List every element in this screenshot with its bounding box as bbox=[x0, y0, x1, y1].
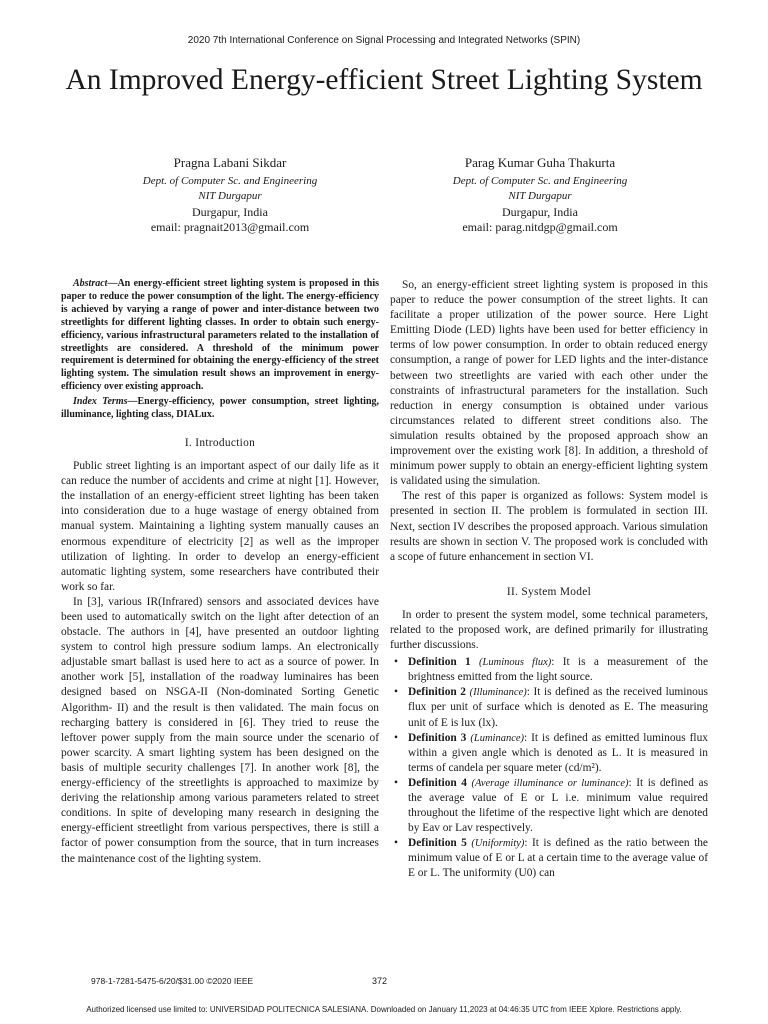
definition-text: : It is defined as the ratio between the minimum value of E or L at a certain time to the average value of E or L. The uniformity (U0) can bbox=[408, 837, 708, 880]
abstract-text: —An energy-efficient street lighting system is proposed in this paper to reduce the power consumption of the light. The energy-efficiency is achieved by varying a range of power and inter-distance between two streetlights for different lighting classes. In order to obtain such energy-efficiency, various infrastructural parameters related to the installation of streetlights are considered. A threshold of the minimum power requirement is determined for obtaining the energy-efficiency of the street lighting system. The simulation result shows an improvement in energy-efficiency over existing approach. bbox=[61, 278, 379, 393]
body-paragraph: So, an energy-efficient street lighting system is proposed in this paper to reduce the power consumption of the street lights. It can facilitate a proper utilization of the power source. Here Light Emitting Diode (LED) lights have been used for better efficiency in terms of low power consumption. In order to obtain reduced energy consumption, a range of power for LED lights and the inter-distance between two streetlights are varied with each other under the constraints of infrastructural parameters for the installation. Such reduction in energy consumption is obtained under various circumstances related to different street conditions also. The simulation results obtained by the proposed approach show an improvement over the existing work [8]. In addition, a threshold of minimum power supply to obtain an energy-efficient lighting system is validated using the simulation. bbox=[390, 279, 708, 488]
abstract bbox=[61, 278, 379, 394]
definition-item bbox=[402, 776, 708, 836]
section-heading-system-model: II. System Model bbox=[506, 585, 592, 598]
definition-term: Definition 1 bbox=[408, 656, 471, 669]
definition-list bbox=[390, 655, 708, 881]
paper-title: An Improved Energy-efficient Street Lighting System bbox=[65, 64, 703, 96]
definition-name: (Average illuminance or luminance) bbox=[471, 777, 629, 789]
body-paragraph: The rest of this paper is organized as follows: System model is presented in section II. The problem is formulated in section III. Next, section IV describes the proposed approach. Various simulation results are shown in section V. The proposed work is concluded with a scope of future enhancement in section VI. bbox=[390, 490, 708, 563]
author-block-1 bbox=[80, 155, 380, 236]
definition-text: : It is defined as the average value of E or L i.e. minimum value required throughout the lifetime of the respective light which are denoted by Eav or Lav respectively. bbox=[408, 776, 708, 835]
definition-name: (Illuminance) bbox=[469, 687, 527, 699]
conference-header: 2020 7th International Conference on Signal Processing and Integrated Networks (SPIN) bbox=[187, 35, 581, 46]
definition-name: (Luminance) bbox=[470, 732, 525, 744]
definition-text: : It is a measurement of the brightness emitted from the light source. bbox=[408, 656, 708, 684]
section-heading-introduction: I. Introduction bbox=[184, 436, 256, 449]
definition-name: (Uniformity) bbox=[471, 838, 525, 850]
system-model-paragraph: In order to present the system model, some technical parameters, related to the proposed work, are defined primarily for illustrating further discussions. bbox=[390, 608, 708, 652]
author-email: email: pragnait2013@gmail.com bbox=[150, 220, 310, 234]
definition-name: (Luminous flux) bbox=[479, 657, 552, 669]
definition-item bbox=[402, 836, 708, 881]
author-institution: NIT Durgapur bbox=[198, 190, 262, 202]
definition-term: Definition 4 bbox=[408, 776, 467, 789]
author-block-2 bbox=[390, 155, 690, 236]
author-email: email: parag.nitdgp@gmail.com bbox=[462, 220, 618, 234]
left-column bbox=[61, 278, 379, 867]
definition-term: Definition 2 bbox=[408, 686, 466, 699]
definition-term: Definition 5 bbox=[408, 837, 467, 850]
author-name: Pragna Labani Sikdar bbox=[173, 155, 287, 170]
definition-item bbox=[402, 685, 708, 730]
author-dept: Dept. of Computer Sc. and Engineering bbox=[452, 174, 628, 187]
license-notice: Authorized licensed use limited to: UNIVERSIDAD POLITECNICA SALESIANA. Downloaded on January 11,2023 at 04:46:35 UTC from IEEE Xplore. Restrictions apply. bbox=[86, 1005, 682, 1014]
author-dept: Dept. of Computer Sc. and Engineering bbox=[142, 174, 318, 187]
right-column bbox=[390, 278, 708, 882]
intro-paragraph: Public street lighting is an important aspect of our daily life as it can reduce the number of accidents and crime at night [1]. However, the installation of an energy-efficient street lighting has been taken into consideration due to a huge wastage of energy obtained from manual system. Maintaining a lighting system manually causes an enormous expenditure of electricity [2] as well as the improper utilization of lighting. In order to develop an energy-efficient automatic lighting system, some researchers have contributed their work so far. bbox=[61, 460, 379, 593]
abstract-lead: Abstract bbox=[73, 278, 108, 289]
page-number: 372 bbox=[372, 976, 388, 986]
author-institution: NIT Durgapur bbox=[508, 190, 572, 202]
definition-item bbox=[402, 655, 708, 685]
index-terms-text: —Energy-efficiency, power consumption, street lighting, illuminance, lighting class, DIALux. bbox=[61, 396, 380, 421]
definition-term: Definition 3 bbox=[408, 731, 467, 744]
author-name: Parag Kumar Guha Thakurta bbox=[464, 155, 616, 170]
author-location: Durgapur, India bbox=[192, 204, 268, 219]
index-terms bbox=[61, 396, 379, 422]
intro-paragraph: In [3], various IR(Infrared) sensors and associated devices have been used to automatically switch on the light after detection of an obstacle. The authors in [4], have presented an outdoor lighting system to control high pressure sodium lamps. An electronically adjustable smart ballast is used here to act as a source of power. In another work [5], installation of the roadway luminaires has been designed based on NSGA-II (Non-dominated Sorting Genetic Algorithm- II) and the result is then validated. The main focus on recharging battery is considered in [6]. They tried to reuse the leftover power supply from the main source under the scenario of power scarcity. A smart lighting system has been designed on the basis of multiple security challenges [7]. In another work [8], the energy-efficiency of the streetlights is approached to maximize by deriving the relationship among various parameters related to street conditions. In spite of developing many research in designing the energy-efficient streetlight from various perspectives, there is still a factor of power consumption from the source, that in turn increases the maintenance cost of the lighting system. bbox=[61, 595, 379, 865]
index-terms-lead: Index Terms bbox=[73, 396, 128, 408]
definition-text: : It is defined as the received luminous flux per unit of surface which is denoted as E. The measuring unit of E is lux (lx). bbox=[408, 686, 708, 729]
isbn-footer: 978-1-7281-5475-6/20/$31.00 ©2020 IEEE bbox=[91, 976, 254, 986]
definition-text: : It is defined as emitted luminous flux within a given angle which is denoted as L. It is measured in terms of candela per square meter (cd/m²). bbox=[408, 731, 708, 774]
author-location: Durgapur, India bbox=[502, 204, 578, 219]
definition-item bbox=[402, 731, 708, 776]
